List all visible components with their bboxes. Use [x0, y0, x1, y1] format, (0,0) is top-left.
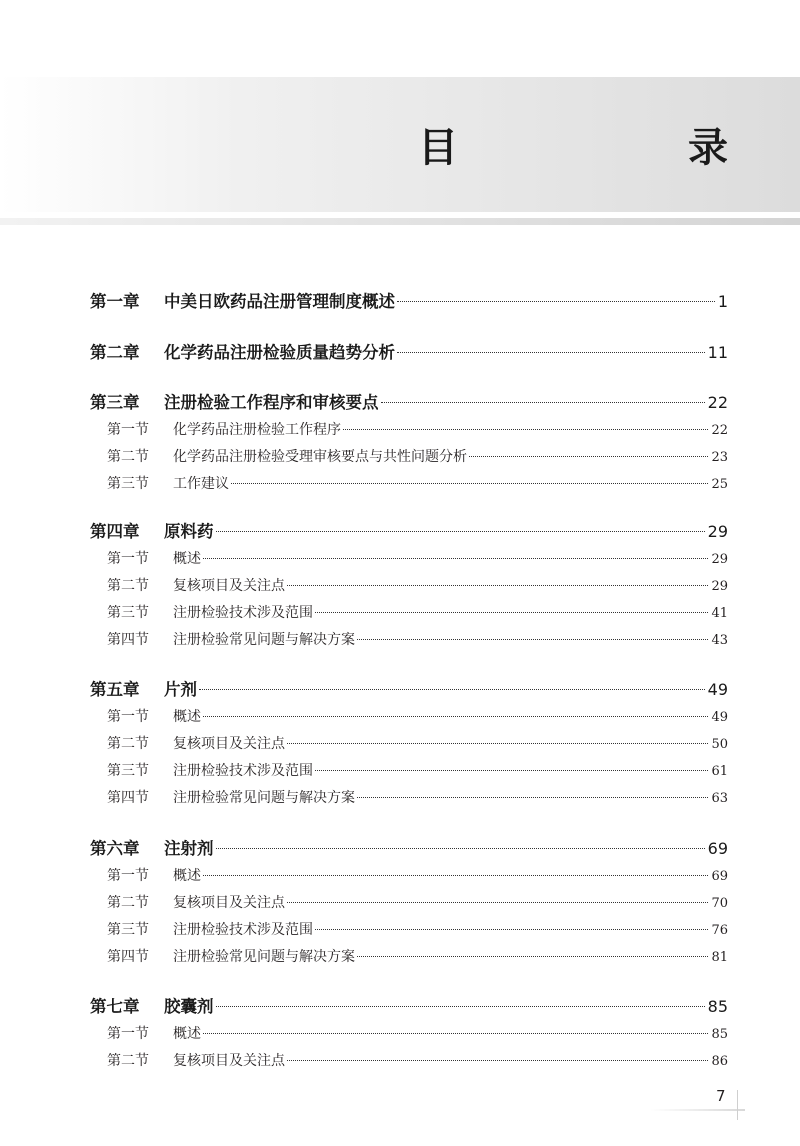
page-title: 目 录: [418, 125, 778, 171]
section-title: 概述: [173, 709, 201, 725]
chapter-number: 第四章: [90, 522, 140, 541]
section-title: 注册检验常见问题与解决方案: [173, 632, 355, 648]
section-title: 概述: [173, 1026, 201, 1042]
section-title: 复核项目及关注点: [173, 736, 285, 752]
section-page-number: 85: [711, 1027, 728, 1042]
chapter-title: 中美日欧药品注册管理制度概述: [164, 292, 395, 311]
section-number: 第三节: [107, 605, 149, 621]
section-page-number: 29: [711, 552, 728, 567]
section-title: 化学药品注册检验受理审核要点与共性问题分析: [173, 449, 467, 465]
chapter-number: 第三章: [90, 393, 140, 412]
toc-section-entry[interactable]: [107, 419, 728, 439]
dot-leader: [287, 585, 708, 586]
toc-section-entry[interactable]: [107, 473, 728, 493]
toc-section-entry[interactable]: [107, 787, 728, 807]
section-page-number: 49: [711, 710, 728, 725]
footer-divider: [650, 1109, 745, 1111]
toc-chapter-entry[interactable]: [90, 676, 728, 700]
toc-section-entry[interactable]: [107, 706, 728, 726]
section-number: 第四节: [107, 790, 149, 806]
toc-section-entry[interactable]: [107, 446, 728, 466]
dot-leader: [315, 929, 708, 930]
dot-leader: [231, 483, 708, 484]
dot-leader: [357, 956, 708, 957]
toc-section-entry[interactable]: [107, 1023, 728, 1043]
section-page-number: 81: [711, 950, 728, 965]
chapter-page-number: 85: [707, 997, 728, 1016]
section-title: 工作建议: [173, 476, 229, 492]
toc-section-entry[interactable]: [107, 602, 728, 622]
dot-leader: [357, 797, 708, 798]
chapter-title: 片剂: [164, 680, 197, 699]
toc-section-entry[interactable]: [107, 733, 728, 753]
toc-section-entry[interactable]: [107, 760, 728, 780]
dot-leader: [315, 770, 708, 771]
section-page-number: 70: [711, 896, 728, 911]
dot-leader: [397, 301, 715, 302]
chapter-title: 注射剂: [164, 839, 214, 858]
page-number: 7: [716, 1087, 726, 1105]
section-number: 第三节: [107, 763, 149, 779]
dot-leader: [287, 1060, 708, 1061]
section-page-number: 86: [711, 1054, 728, 1069]
section-page-number: 76: [711, 923, 728, 938]
dot-leader: [397, 352, 705, 353]
section-number: 第一节: [107, 868, 149, 884]
section-number: 第一节: [107, 709, 149, 725]
section-number: 第四节: [107, 632, 149, 648]
section-title: 注册检验技术涉及范围: [173, 605, 313, 621]
section-title: 复核项目及关注点: [173, 895, 285, 911]
section-page-number: 22: [711, 423, 728, 438]
toc-chapter-entry[interactable]: [90, 288, 728, 312]
chapter-number: 第六章: [90, 839, 140, 858]
toc-chapter-entry[interactable]: [90, 835, 728, 859]
section-title: 注册检验技术涉及范围: [173, 763, 313, 779]
dot-leader: [203, 1033, 708, 1034]
dot-leader: [203, 875, 708, 876]
section-number: 第三节: [107, 922, 149, 938]
chapter-page-number: 11: [707, 343, 728, 362]
dot-leader: [216, 848, 705, 849]
section-page-number: 61: [711, 764, 728, 779]
toc-section-entry[interactable]: [107, 892, 728, 912]
chapter-number: 第二章: [90, 343, 140, 362]
section-page-number: 29: [711, 579, 728, 594]
section-page-number: 69: [711, 869, 728, 884]
chapter-title: 化学药品注册检验质量趋势分析: [164, 343, 395, 362]
dot-leader: [199, 689, 705, 690]
section-page-number: 41: [711, 606, 728, 621]
toc-section-entry[interactable]: [107, 548, 728, 568]
section-number: 第二节: [107, 449, 149, 465]
section-title: 概述: [173, 551, 201, 567]
dot-leader: [287, 743, 708, 744]
dot-leader: [216, 531, 705, 532]
dot-leader: [203, 558, 708, 559]
chapter-title: 注册检验工作程序和审核要点: [164, 393, 379, 412]
toc-chapter-entry[interactable]: [90, 389, 728, 413]
chapter-page-number: 22: [707, 393, 728, 412]
toc-section-entry[interactable]: [107, 575, 728, 595]
chapter-page-number: 29: [707, 522, 728, 541]
chapter-page-number: 49: [707, 680, 728, 699]
dot-leader: [203, 716, 708, 717]
chapter-number: 第五章: [90, 680, 140, 699]
section-page-number: 23: [711, 450, 728, 465]
chapter-page-number: 69: [707, 839, 728, 858]
section-number: 第三节: [107, 476, 149, 492]
section-number: 第一节: [107, 1026, 149, 1042]
section-number: 第二节: [107, 1053, 149, 1069]
dot-leader: [343, 429, 708, 430]
chapter-title: 原料药: [164, 522, 214, 541]
section-title: 概述: [173, 868, 201, 884]
toc-section-entry[interactable]: [107, 946, 728, 966]
dot-leader: [469, 456, 708, 457]
section-title: 化学药品注册检验工作程序: [173, 422, 341, 438]
dot-leader: [315, 612, 708, 613]
dot-leader: [287, 902, 708, 903]
section-page-number: 63: [711, 791, 728, 806]
section-page-number: 25: [711, 477, 728, 492]
dot-leader: [381, 402, 705, 403]
chapter-number: 第一章: [90, 292, 140, 311]
chapter-number: 第七章: [90, 997, 140, 1016]
section-page-number: 43: [711, 633, 728, 648]
section-title: 注册检验常见问题与解决方案: [173, 949, 355, 965]
toc-chapter-entry[interactable]: [90, 993, 728, 1017]
section-number: 第一节: [107, 551, 149, 567]
section-number: 第二节: [107, 895, 149, 911]
toc-chapter-entry[interactable]: [90, 518, 728, 542]
section-page-number: 50: [711, 737, 728, 752]
toc-section-entry[interactable]: [107, 919, 728, 939]
toc-section-entry[interactable]: [107, 865, 728, 885]
dot-leader: [216, 1006, 705, 1007]
section-number: 第一节: [107, 422, 149, 438]
dot-leader: [357, 639, 708, 640]
section-number: 第二节: [107, 736, 149, 752]
section-title: 复核项目及关注点: [173, 1053, 285, 1069]
section-title: 注册检验技术涉及范围: [173, 922, 313, 938]
chapter-page-number: 1: [717, 292, 728, 311]
footer-tick-mark: [737, 1090, 738, 1120]
toc-chapter-entry[interactable]: [90, 339, 728, 363]
section-title: 复核项目及关注点: [173, 578, 285, 594]
chapter-title: 胶囊剂: [164, 997, 214, 1016]
section-title: 注册检验常见问题与解决方案: [173, 790, 355, 806]
toc-section-entry[interactable]: [107, 629, 728, 649]
section-number: 第四节: [107, 949, 149, 965]
section-number: 第二节: [107, 578, 149, 594]
toc-section-entry[interactable]: [107, 1050, 728, 1070]
